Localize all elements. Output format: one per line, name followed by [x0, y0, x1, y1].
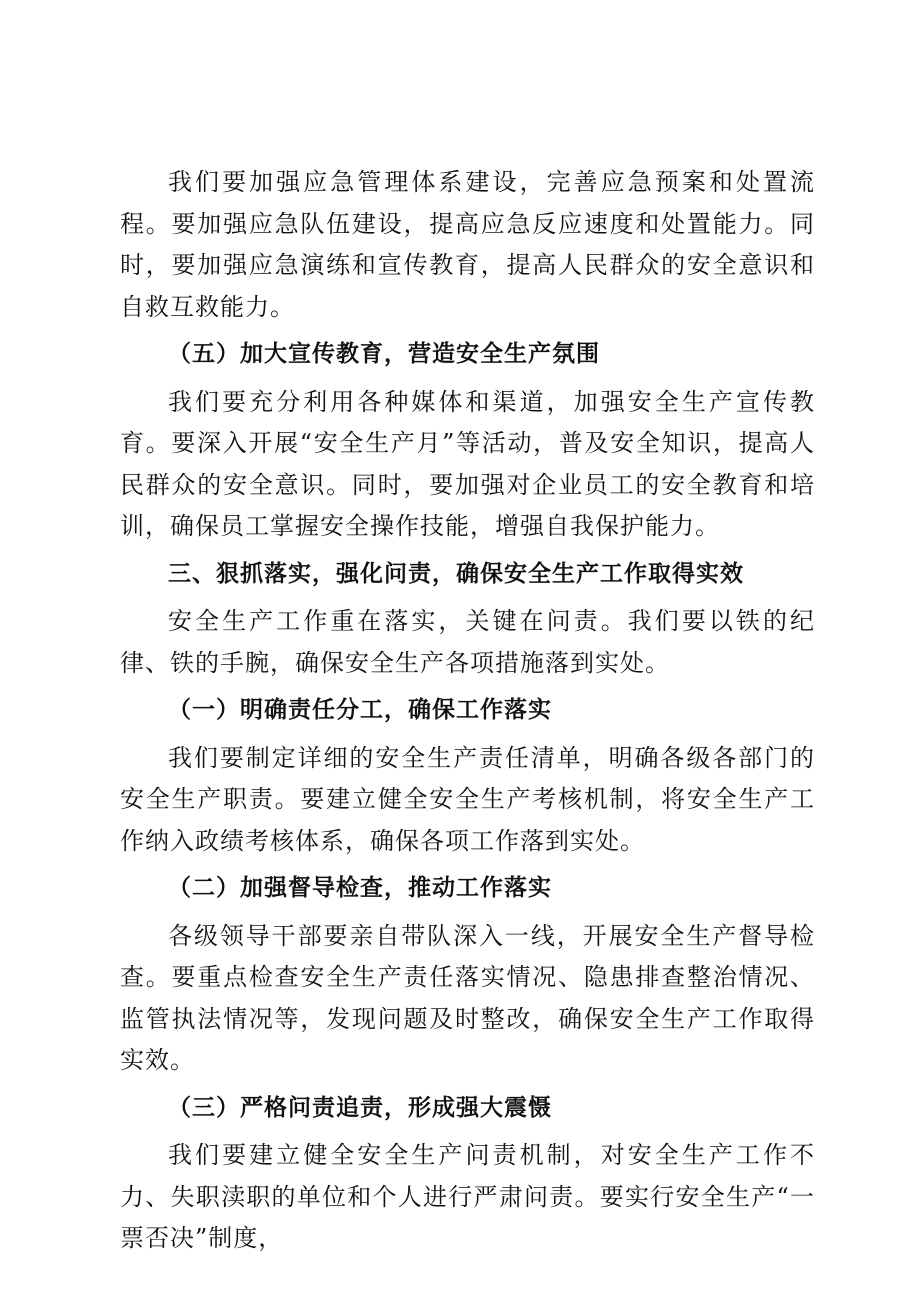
subheading-responsibility: （一）明确责任分工，确保工作落实	[168, 697, 552, 723]
section-heading-implementation: 三、狠抓落实，强化问责，确保安全生产工作取得实效	[168, 560, 744, 587]
document-body	[120, 162, 815, 1260]
paragraph-responsibility: 我们要制定详细的安全生产责任清单，明确各级各部门的安全生产职责。要建立健全安全生产考核机制，将安全生产工作纳入政绩考核体系，确保各项工作落到实处。	[120, 743, 815, 855]
paragraph-emergency-management: 我们要加强应急管理体系建设，完善应急预案和处置流程。要加强应急队伍建设，提高应急反应速度和处置能力。同时，要加强应急演练和宣传教育，提高人民群众的安全意识和自救互救能力。	[120, 168, 815, 321]
paragraph-accountability: 我们要建立健全安全生产问责机制，对安全生产工作不力、失职渎职的单位和个人进行严肃问责。要实行安全生产“一票否决”制度，	[120, 1141, 815, 1252]
subheading-supervision: （二）加强督导检查，推动工作落实	[168, 875, 552, 901]
paragraph-implementation-intro: 安全生产工作重在落实，关键在问责。我们要以铁的纪律、铁的手腕，确保安全生产各项措施落到实处。	[120, 607, 815, 677]
paragraph-publicity-education: 我们要充分利用各种媒体和渠道，加强安全生产宣传教育。要深入开展“安全生产月”等活动，普及安全知识，提高人民群众的安全意识。同时，要加强对企业员工的安全教育和培训，确保员工掌握安全操作技能，增强自我保护能力。	[120, 387, 815, 540]
subheading-publicity-education: （五）加大宣传教育，营造安全生产氛围	[168, 341, 600, 367]
paragraph-supervision: 各级领导干部要亲自带队深入一线，开展安全生产督导检查。要重点检查安全生产责任落实情况、隐患排查整治情况、监管执法情况等，发现问题及时整改，确保安全生产工作取得实效。	[120, 921, 815, 1074]
subheading-accountability: （三）严格问责追责，形成强大震慑	[168, 1094, 552, 1121]
